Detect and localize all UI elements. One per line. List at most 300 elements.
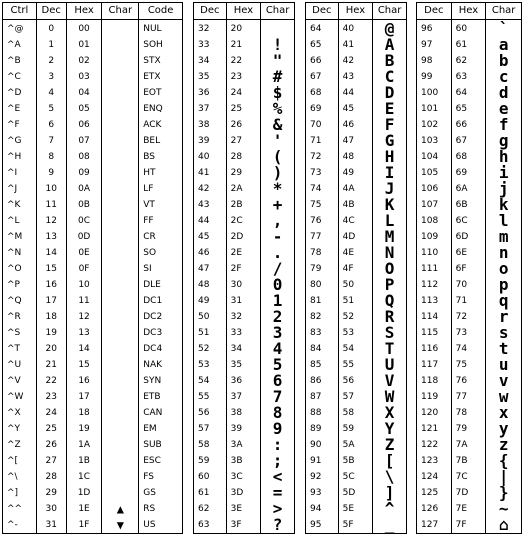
char-cell: %: [261, 101, 295, 117]
hex-cell: 3A: [226, 437, 261, 453]
ctrl-cell: ^E: [3, 101, 37, 117]
char-cell: [102, 85, 139, 101]
char-cell: [102, 197, 139, 213]
char-cell: n: [486, 245, 522, 261]
hex-cell: 3E: [226, 501, 261, 517]
hex-cell: 5C: [338, 469, 373, 485]
char-cell: [102, 229, 139, 245]
ctrl-cell: ^U: [3, 357, 37, 373]
hex-cell: 6E: [451, 245, 486, 261]
char-cell: N: [373, 245, 407, 261]
hex-cell: 17: [66, 389, 102, 405]
char-cell: D: [373, 85, 407, 101]
dec-cell: 69: [306, 101, 339, 117]
hex-cell: 00: [66, 20, 102, 38]
dec-cell: 26: [36, 437, 66, 453]
hex-cell: 09: [66, 165, 102, 181]
hex-cell: 27: [226, 133, 261, 149]
dec-cell: 124: [417, 469, 452, 485]
ctrl-cell: ^R: [3, 309, 37, 325]
hex-cell: 6C: [451, 213, 486, 229]
code-cell: FF: [139, 213, 183, 229]
char-cell: (: [261, 149, 295, 165]
ctrl-cell: ^B: [3, 53, 37, 69]
dec-cell: 17: [36, 293, 66, 309]
hex-cell: 7E: [451, 501, 486, 517]
dec-header: Dec: [36, 3, 66, 20]
hex-cell: 76: [451, 373, 486, 389]
table-row: [3, 69, 183, 85]
char-cell: [102, 373, 139, 389]
hex-cell: 50: [338, 277, 373, 293]
char-cell: P: [373, 277, 407, 293]
dec-cell: 89: [306, 421, 339, 437]
char-cell: o: [486, 261, 522, 277]
hex-cell: 28: [226, 149, 261, 165]
dec-cell: 107: [417, 197, 452, 213]
hex-cell: 72: [451, 309, 486, 325]
dec-cell: 65: [306, 37, 339, 53]
code-header: Code: [139, 3, 183, 20]
dec-cell: 63: [194, 517, 227, 534]
char-cell: [102, 469, 139, 485]
char-cell: 5: [261, 357, 295, 373]
hex-cell: 30: [226, 277, 261, 293]
hex-cell: 26: [226, 117, 261, 133]
hex-cell: 2F: [226, 261, 261, 277]
dec-cell: 12: [36, 213, 66, 229]
dec-header: Dec: [417, 3, 452, 20]
char-cell: #: [261, 69, 295, 85]
char-cell: [102, 325, 139, 341]
char-cell: ": [261, 53, 295, 69]
table-row: [3, 197, 183, 213]
hex-cell: 0C: [66, 213, 102, 229]
char-cell: 1: [261, 293, 295, 309]
dec-cell: 106: [417, 181, 452, 197]
hex-cell: 31: [226, 293, 261, 309]
dec-cell: 0: [36, 20, 66, 38]
char-cell: x: [486, 405, 522, 421]
dec-cell: 56: [194, 405, 227, 421]
dec-cell: 114: [417, 309, 452, 325]
hex-cell: 05: [66, 101, 102, 117]
dec-cell: 41: [194, 165, 227, 181]
hex-cell: 6A: [451, 181, 486, 197]
hex-cell: 60: [451, 20, 486, 38]
char-cell: G: [373, 133, 407, 149]
code-cell: EM: [139, 421, 183, 437]
ctrl-cell: ^M: [3, 229, 37, 245]
dec-cell: 109: [417, 229, 452, 245]
hex-cell: 29: [226, 165, 261, 181]
dec-cell: 97: [417, 37, 452, 53]
ctrl-cell: ^Y: [3, 421, 37, 437]
char-cell: [102, 117, 139, 133]
char-cell: C: [373, 69, 407, 85]
dec-cell: 2: [36, 53, 66, 69]
dec-cell: 68: [306, 85, 339, 101]
hex-cell: 10: [66, 277, 102, 293]
char-cell: ^: [373, 501, 407, 517]
char-cell: l: [486, 213, 522, 229]
dec-cell: 73: [306, 165, 339, 181]
dec-cell: 30: [36, 501, 66, 517]
table-row: [3, 373, 183, 389]
hex-cell: 39: [226, 421, 261, 437]
hex-cell: 4E: [338, 245, 373, 261]
dec-cell: 33: [194, 37, 227, 53]
dec-cell: 25: [36, 421, 66, 437]
hex-cell: 3B: [226, 453, 261, 469]
dec-cell: 52: [194, 341, 227, 357]
char-cell: K: [373, 197, 407, 213]
ctrl-cell: ^\: [3, 469, 37, 485]
hex-cell: 36: [226, 373, 261, 389]
char-cell: e: [486, 101, 522, 117]
char-header: Char: [261, 3, 295, 20]
char-cell: 4: [261, 341, 295, 357]
dec-cell: 79: [306, 261, 339, 277]
dec-cell: 7: [36, 133, 66, 149]
char-cell: =: [261, 485, 295, 501]
hex-cell: 78: [451, 405, 486, 421]
dec-cell: 48: [194, 277, 227, 293]
char-cell: 6: [261, 373, 295, 389]
control-chars-table: [2, 2, 183, 534]
hex-cell: 06: [66, 117, 102, 133]
dec-cell: 110: [417, 245, 452, 261]
hex-cell: 07: [66, 133, 102, 149]
char-cell: ,: [261, 213, 295, 229]
table-row: [3, 117, 183, 133]
dec-cell: 88: [306, 405, 339, 421]
dec-cell: 112: [417, 277, 452, 293]
dec-cell: 127: [417, 517, 452, 534]
dec-cell: 95: [306, 517, 339, 534]
hex-cell: 1D: [66, 485, 102, 501]
char-cell: >: [261, 501, 295, 517]
dec-cell: 54: [194, 373, 227, 389]
code-cell: RS: [139, 501, 183, 517]
dec-cell: 23: [36, 389, 66, 405]
char-cell: [102, 37, 139, 53]
hex-cell: 42: [338, 53, 373, 69]
dec-cell: 77: [306, 229, 339, 245]
code-cell: LF: [139, 181, 183, 197]
hex-cell: 64: [451, 85, 486, 101]
dec-cell: 119: [417, 389, 452, 405]
dec-cell: 122: [417, 437, 452, 453]
hex-cell: 4C: [338, 213, 373, 229]
hex-cell: 34: [226, 341, 261, 357]
dec-cell: 98: [417, 53, 452, 69]
dec-cell: 117: [417, 357, 452, 373]
hex-cell: 71: [451, 293, 486, 309]
dec-cell: 108: [417, 213, 452, 229]
dec-cell: 3: [36, 69, 66, 85]
hex-cell: 53: [338, 325, 373, 341]
hex-cell: 44: [338, 85, 373, 101]
dec-cell: 64: [306, 20, 339, 38]
char-cell: 3: [261, 325, 295, 341]
dec-cell: 15: [36, 261, 66, 277]
chars-32-63-table: [193, 2, 295, 534]
dec-cell: 103: [417, 133, 452, 149]
dec-cell: 36: [194, 85, 227, 101]
char-cell: $: [261, 85, 295, 101]
code-cell: SO: [139, 245, 183, 261]
hex-cell: 5B: [338, 453, 373, 469]
dec-cell: 121: [417, 421, 452, 437]
char-cell: S: [373, 325, 407, 341]
hex-cell: 32: [226, 309, 261, 325]
code-cell: SYN: [139, 373, 183, 389]
char-cell: F: [373, 117, 407, 133]
dec-cell: 9: [36, 165, 66, 181]
ctrl-cell: ^@: [3, 20, 37, 38]
hex-cell: 0B: [66, 197, 102, 213]
dec-cell: 50: [194, 309, 227, 325]
ctrl-cell: ^[: [3, 453, 37, 469]
char-cell: [102, 213, 139, 229]
dec-cell: 84: [306, 341, 339, 357]
dec-cell: 92: [306, 469, 339, 485]
hex-cell: 69: [451, 165, 486, 181]
dec-cell: 91: [306, 453, 339, 469]
ctrl-cell: ^L: [3, 213, 37, 229]
hex-cell: 1B: [66, 453, 102, 469]
char-header: Char: [102, 3, 139, 20]
table-row: [3, 405, 183, 421]
code-cell: DLE: [139, 277, 183, 293]
table-row: [3, 37, 183, 53]
char-cell: [102, 389, 139, 405]
dec-cell: 104: [417, 149, 452, 165]
hex-cell: 56: [338, 373, 373, 389]
hex-cell: 5F: [338, 517, 373, 534]
char-cell: J: [373, 181, 407, 197]
dec-cell: 78: [306, 245, 339, 261]
hex-cell: 66: [451, 117, 486, 133]
code-cell: ENQ: [139, 101, 183, 117]
char-cell: [102, 149, 139, 165]
hex-cell: 1F: [66, 517, 102, 534]
char-cell: }: [486, 485, 522, 501]
header-row: [417, 3, 522, 20]
hex-cell: 03: [66, 69, 102, 85]
ctrl-cell: ^-: [3, 517, 37, 534]
hex-cell: 4D: [338, 229, 373, 245]
ctrl-cell: ^J: [3, 181, 37, 197]
char-cell: Q: [373, 293, 407, 309]
char-cell: &: [261, 117, 295, 133]
hex-cell: 58: [338, 405, 373, 421]
ctrl-cell: ^]: [3, 485, 37, 501]
table-row: [3, 309, 183, 325]
hex-cell: 5D: [338, 485, 373, 501]
table-row: [3, 85, 183, 101]
dec-cell: 76: [306, 213, 339, 229]
dec-cell: 8: [36, 149, 66, 165]
char-cell: y: [486, 421, 522, 437]
hex-cell: 62: [451, 53, 486, 69]
hex-cell: 20: [226, 20, 261, 38]
ctrl-cell: ^P: [3, 277, 37, 293]
dec-cell: 87: [306, 389, 339, 405]
hex-cell: 65: [451, 101, 486, 117]
code-cell: US: [139, 517, 183, 534]
hex-cell: 14: [66, 341, 102, 357]
char-cell: .: [261, 245, 295, 261]
dec-cell: 101: [417, 101, 452, 117]
ctrl-cell: ^F: [3, 117, 37, 133]
char-cell: d: [486, 85, 522, 101]
dec-cell: 113: [417, 293, 452, 309]
hex-cell: 1A: [66, 437, 102, 453]
dec-cell: 32: [194, 20, 227, 38]
hex-cell: 40: [338, 20, 373, 38]
char-cell: U: [373, 357, 407, 373]
table-row: [3, 245, 183, 261]
char-cell: |: [486, 469, 522, 485]
table-row: [3, 501, 183, 517]
ctrl-cell: ^X: [3, 405, 37, 421]
char-cell: Z: [373, 437, 407, 453]
table-row: [3, 485, 183, 501]
hex-cell: 49: [338, 165, 373, 181]
char-cell: [102, 309, 139, 325]
ctrl-cell: ^T: [3, 341, 37, 357]
hex-cell: 08: [66, 149, 102, 165]
table-row: [3, 277, 183, 293]
hex-cell: 37: [226, 389, 261, 405]
dec-cell: 27: [36, 453, 66, 469]
hex-cell: 6F: [451, 261, 486, 277]
char-cell: j: [486, 181, 522, 197]
dec-cell: 57: [194, 421, 227, 437]
table-row: [3, 165, 183, 181]
dec-cell: 85: [306, 357, 339, 373]
hex-cell: 2E: [226, 245, 261, 261]
hex-cell: 15: [66, 357, 102, 373]
hex-cell: 12: [66, 309, 102, 325]
dec-cell: 1: [36, 37, 66, 53]
hex-cell: 25: [226, 101, 261, 117]
hex-cell: 7F: [451, 517, 486, 534]
hex-cell: 21: [226, 37, 261, 53]
code-cell: DC2: [139, 309, 183, 325]
ctrl-cell: ^D: [3, 85, 37, 101]
hex-cell: 6B: [451, 197, 486, 213]
char-cell: -: [261, 229, 295, 245]
char-cell: h: [486, 149, 522, 165]
hex-cell: 4F: [338, 261, 373, 277]
table-row: [3, 213, 183, 229]
code-cell: ACK: [139, 117, 183, 133]
code-cell: STX: [139, 53, 183, 69]
char-cell: [102, 405, 139, 421]
hex-cell: 51: [338, 293, 373, 309]
char-cell: [102, 53, 139, 69]
table-row: [417, 517, 522, 534]
dec-cell: 125: [417, 485, 452, 501]
char-cell: ): [261, 165, 295, 181]
hex-cell: 2D: [226, 229, 261, 245]
char-cell: ▲: [102, 501, 139, 517]
char-cell: 7: [261, 389, 295, 405]
dec-cell: 70: [306, 117, 339, 133]
dec-cell: 11: [36, 197, 66, 213]
table-row: [3, 357, 183, 373]
code-cell: VT: [139, 197, 183, 213]
dec-cell: 59: [194, 453, 227, 469]
char-cell: [102, 437, 139, 453]
dec-cell: 81: [306, 293, 339, 309]
code-cell: CR: [139, 229, 183, 245]
table-row: [3, 133, 183, 149]
dec-cell: 18: [36, 309, 66, 325]
dec-cell: 100: [417, 85, 452, 101]
dec-cell: 55: [194, 389, 227, 405]
dec-cell: 29: [36, 485, 66, 501]
ctrl-cell: ^O: [3, 261, 37, 277]
dec-cell: 74: [306, 181, 339, 197]
dec-cell: 82: [306, 309, 339, 325]
header-row: [306, 3, 407, 20]
char-cell: 0: [261, 277, 295, 293]
char-cell: !: [261, 37, 295, 53]
char-cell: [102, 69, 139, 85]
hex-cell: 5E: [338, 501, 373, 517]
char-header: Char: [373, 3, 407, 20]
code-cell: GS: [139, 485, 183, 501]
char-cell: +: [261, 197, 295, 213]
code-cell: ESC: [139, 453, 183, 469]
char-cell: \: [373, 469, 407, 485]
hex-cell: 4B: [338, 197, 373, 213]
hex-cell: 18: [66, 405, 102, 421]
hex-cell: 61: [451, 37, 486, 53]
ctrl-cell: ^I: [3, 165, 37, 181]
dec-cell: 46: [194, 245, 227, 261]
hex-cell: 22: [226, 53, 261, 69]
char-cell: {: [486, 453, 522, 469]
char-cell: H: [373, 149, 407, 165]
char-cell: [: [373, 453, 407, 469]
hex-cell: 7D: [451, 485, 486, 501]
hex-cell: 7A: [451, 437, 486, 453]
char-cell: E: [373, 101, 407, 117]
char-cell: t: [486, 341, 522, 357]
char-cell: r: [486, 309, 522, 325]
table-row: [3, 101, 183, 117]
dec-cell: 47: [194, 261, 227, 277]
ctrl-cell: ^A: [3, 37, 37, 53]
table-row: [306, 517, 407, 534]
char-cell: z: [486, 437, 522, 453]
ctrl-cell: ^G: [3, 133, 37, 149]
char-cell: ]: [373, 485, 407, 501]
code-cell: DC3: [139, 325, 183, 341]
char-cell: q: [486, 293, 522, 309]
code-cell: ETB: [139, 389, 183, 405]
dec-cell: 99: [417, 69, 452, 85]
dec-cell: 10: [36, 181, 66, 197]
char-cell: 9: [261, 421, 295, 437]
dec-cell: 120: [417, 405, 452, 421]
code-cell: HT: [139, 165, 183, 181]
